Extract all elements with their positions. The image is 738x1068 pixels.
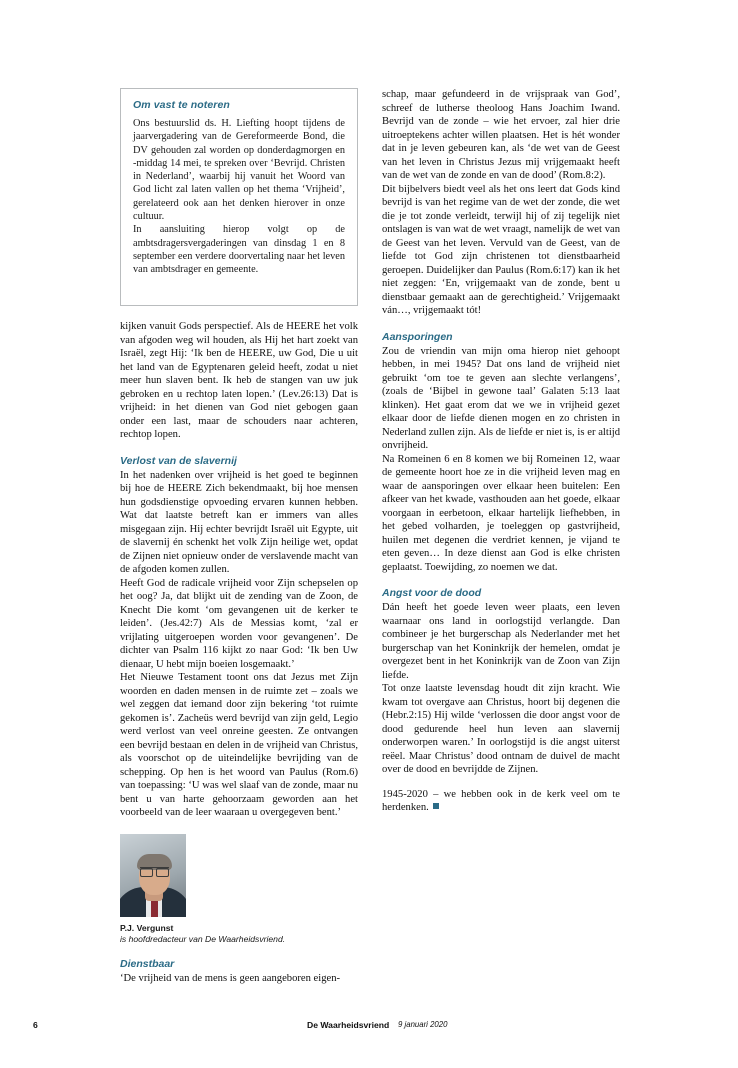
- author-photo: [120, 834, 186, 917]
- page-content: [120, 88, 620, 988]
- section-heading-angst-voor-de-dood: Angst voor de dood: [382, 587, 482, 599]
- photo-tie: [151, 901, 158, 917]
- left-column: [120, 88, 358, 985]
- paragraph-spacer: [382, 777, 620, 788]
- body-paragraph: kijken vanuit Gods perspectief. Als de HEERE het volk van afgoden weg wil houden, als Hij het hart zoekt van Israël, zegt Hij: ‘Ik ben de HEERE, uw God, Die u uit het land van de Egyptenaren geleid heeft, zodat u niet meer hun slaven bent. Ik heb de stangen van uw juk gebroken en u rechtop laten lopen.’ (Lev.26:13) Dat is vrijheid: in het dienen van God niet gebogen gaan onder een last, maar de schouders naar achteren, rechtop lopen.: [120, 321, 358, 440]
- section-heading-dienstbaar: Dienstbaar: [120, 957, 175, 970]
- closing-paragraph: [382, 788, 620, 815]
- body-paragraph: Dán heeft het goede leven weer plaats, een leven waarnaar ons land in oorlogstijd verlangde. Dan combineer je het burgerschap als Nederlander met het burgerschap van het Koninkrijk der hemelen, omdat je overgezet bent in het Koninkrijk van de Zoon van Zijn liefde.: [382, 602, 620, 681]
- footer-issue-date: 9 januari 2020: [398, 1020, 448, 1029]
- body-paragraph: Na Romeinen 6 en 8 komen we bij Romeinen 12, waar de gemeente hoort hoe ze in die vrijheid leven mag en waar de aansporingen over elkaar heen buitelen: Een afkeer van het kwade, vasthouden aan het goede, elkaar voorgaan in eerbetoon, elkaar hartelijk liefhebben, in het gebed volharden, je toeleggen op gastvrijheid, huilen met degenen die verdriet kennen, je vijand te eten geven… In deze dienst aan God is elke christen geplaatst. Toewijding, zo noemen we dat.: [382, 453, 620, 573]
- note-box-paragraph: In aansluiting hierop volgt op de ambtsdragersvergaderingen van dinsdag 1 en 8 september een verdere doorvertaling naar het leven van ambtsdrager en gemeente.: [133, 224, 345, 276]
- end-of-article-square: [433, 803, 439, 809]
- body-paragraph: Heeft God de radicale vrijheid voor Zijn schepselen op het oog? Ja, dat blijkt uit de zending van de Zoon, de Knecht Die komt ‘om gevangenen uit de kerker te leiden’. (Jes.42:7) Als de Messias komt, ‘zal er vrijlating uitgeroepen worden voor gevangenen’. De dichter van Psalm 116 kijkt zo naar God: ‘Ik ben Uw dienaar, U hebt mijn boeien losgemaakt.’: [120, 577, 358, 670]
- note-box-paragraph: Ons bestuurslid ds. H. Liefting hoopt tijdens de jaarvergadering van de Gereformeerde Bond, die DV gehouden zal worden op donderdagmorgen en -middag 14 mei, te spreken over ‘Bevrijd. Christen in Nederland’, waarbij hij vanuit het Woord van God licht zal laten vallen op het thema ‘Vrijheid’, gerelateerd ook aan het denken hierover in onze cultuur.: [133, 118, 345, 223]
- page-footer: [33, 1020, 705, 1032]
- author-block: [120, 834, 358, 945]
- author-name: P.J. Vergunst: [120, 922, 174, 933]
- closing-text: 1945-2020 – we hebben ook in de kerk veel om te herdenken.: [382, 788, 620, 813]
- note-box: [120, 88, 358, 306]
- right-column: [382, 88, 620, 985]
- author-description: is hoofdredacteur van De Waarheidsvriend.: [120, 933, 286, 944]
- body-paragraph: Zou de vriendin van mijn oma hierop niet gehoopt hebben, in mei 1945? Dat ons land de vrijheid niet gebruikt ‘om toe te geven aan slechte verlangens’, (zoals de ‘Bijbel in gewone taal’ Galaten 5:13 laat klinken). Het gaat erom dat we we in vrijheid gezet elkaar door de liefde dienen mogen en zo christen in Nederland zullen zijn. Als de liefde er niet is, is er altijd onvrijheid.: [382, 345, 620, 451]
- section-heading-aansporingen: Aansporingen: [382, 330, 453, 343]
- footer-page-number: 6: [33, 1020, 38, 1030]
- glasses-icon: [140, 867, 169, 876]
- section-heading-verlost-van-de-slavernij: Verlost van de slavernij: [120, 454, 237, 467]
- author-caption: [120, 923, 358, 945]
- body-paragraph: In het nadenken over vrijheid is het goed te beginnen bij hoe de HEERE Zich bekendmaakt, bij hoe mensen hun godsdienstige opvoeding ervaren kunnen hebben. Wat dat laatste betreft kan er immers van alles misgegaan zijn. Hij echter bevrijdt Israël uit Egypte, uit de slavernij én schenkt het volk Zijn heilige wet, opdat de Zijnen niet opnieuw onder de verslavende macht van de afgoden komen zullen.: [120, 469, 358, 575]
- body-paragraph: schap, maar gefundeerd in de vrijspraak van God’, schreef de lutherse theoloog Hans Joachim Iwand. Bevrijd van de zonde – wie het ervoer, zal hier drie uitroeptekens achter willen plaatsen. Het is hét wonder dat in je leven gebeuren kan, als ‘de wet van de Geest van het leven in Christus Jezus mij vrijgemaakt heeft van de wet van de zonde en van de dood’ (Rom.8:2).: [382, 89, 620, 181]
- two-column-layout: [120, 88, 620, 985]
- body-paragraph: Het Nieuwe Testament toont ons dat Jezus met Zijn woorden en daden mensen in de ruimte zet – zoals we wel zeggen dat iemand door zijn bekering ‘tot ruimte gekomen is’. Zacheüs werd bevrijd van zijn geld, Legio werd verlost van veel onreine geesten. Ze ontvangen een bevrijd bestaan en delen in de vrijheid van Christus, als voorschot op de uiteindelijke bevrijding van de schepping. Op hen is het woord van Paulus (Rom.6) van toepassing: ‘U was wel slaaf van de zonde, maar nu bent u van harte gehoorzaam geworden aan het voorbeeld van de leer waaraan u overgegeven bent.’: [120, 672, 358, 818]
- footer-magazine-title: De Waarheidsvriend: [307, 1020, 390, 1030]
- body-paragraph: Tot onze laatste levensdag houdt dit zijn kracht. Wie kwam tot overgave aan Christus, hoort bij degenen die (Hebr.2:15) Hij wilde ‘verlossen die door angst voor de dood gedurende heel hun leven aan slavernij onderworpen waren.’ In oorlogstijd is die angst uiterst reëel. Maar Christus’ dood ontnam de duivel de macht over de dood en bevrijdde de Zijnen.: [382, 683, 620, 775]
- body-paragraph: ‘De vrijheid van de mens is geen aangeboren eigen-: [120, 972, 341, 984]
- note-box-heading: Om vast te noteren: [133, 99, 230, 111]
- body-paragraph: Dit bijbelvers biedt veel als het ons leert dat Gods kind bevrijd is van het regime van de wet der zonde, die wet die je tot zonde verleidt, terwijl hij of zij tegelijk niet ontslagen is van wat de wet vraagt, namelijk de wet van de Geest van het leven. Vervuld van de Geest, van de liefde tot God zijn christenen tot dienstbaarheid geroepen. Duidelijker dan Paulus (Rom.6:17) kan ik het niet zeggen: ‘En, vrijgemaakt van de zonde, bent u dienstbaar gemaakt aan de gerechtigheid.’ Vrijgemaakt ván…, vrijgemaakt tót!: [382, 183, 620, 316]
